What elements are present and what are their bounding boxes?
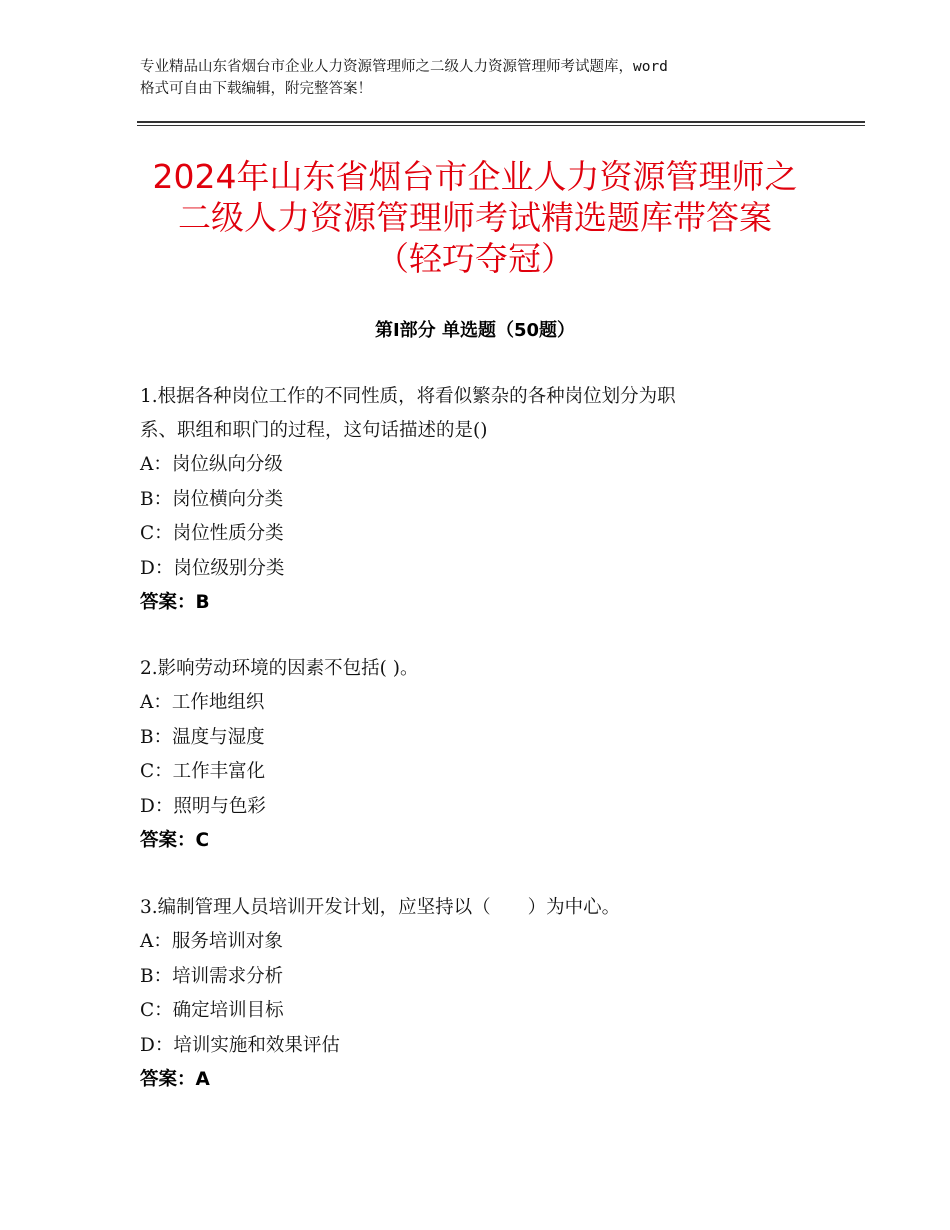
answer: 答案：A [140, 1069, 210, 1090]
answer: 答案：B [140, 592, 210, 613]
question-text-line: 1.根据各种岗位工作的不同性质，将看似繁杂的各种岗位划分为职 [140, 386, 676, 407]
section-heading: 第Ⅰ部分 单选题（50题） [374, 320, 575, 341]
option-c: C：确定培训目标 [140, 1000, 284, 1021]
question-3 [140, 891, 820, 1097]
document-title [100, 156, 850, 279]
option-a: A：服务培训对象 [140, 931, 283, 952]
header-line-1: 专业精品山东省烟台市企业人力资源管理师之二级人力资源管理师考试题库，word [140, 59, 668, 75]
answer: 答案：C [140, 830, 210, 851]
title-line-2: 二级人力资源管理师考试精选题库带答案 [178, 198, 772, 237]
option-c: C：岗位性质分类 [140, 523, 284, 544]
question-2 [140, 652, 820, 858]
option-c: C：工作丰富化 [140, 761, 266, 782]
question-text-line: 系、职组和职门的过程，这句话描述的是() [140, 420, 488, 441]
question-1 [140, 380, 820, 620]
question-text-line: 2.影响劳动环境的因素不包括( )。 [140, 658, 419, 679]
option-a: A：岗位纵向分级 [140, 454, 283, 475]
option-d: D：照明与色彩 [140, 795, 266, 817]
option-b: B：培训需求分析 [140, 965, 284, 987]
title-line-1: 2024年山东省烟台市企业人力资源管理师之 [152, 157, 798, 196]
title-line-3: （轻巧夺冠） [376, 239, 574, 278]
header-line-2: 格式可自由下载编辑，附完整答案！ [140, 81, 372, 97]
header-rule-thin [137, 125, 865, 126]
option-b: B：岗位横向分类 [140, 488, 284, 510]
header-rule-thick [137, 121, 865, 123]
option-d: D：岗位级别分类 [140, 557, 285, 579]
page-header [140, 56, 820, 100]
question-text-line: 3.编制管理人员培训开发计划，应坚持以（ ）为中心。 [140, 897, 621, 918]
option-a: A：工作地组织 [140, 692, 265, 713]
option-b: B：温度与湿度 [140, 726, 265, 748]
option-d: D：培训实施和效果评估 [140, 1034, 340, 1056]
